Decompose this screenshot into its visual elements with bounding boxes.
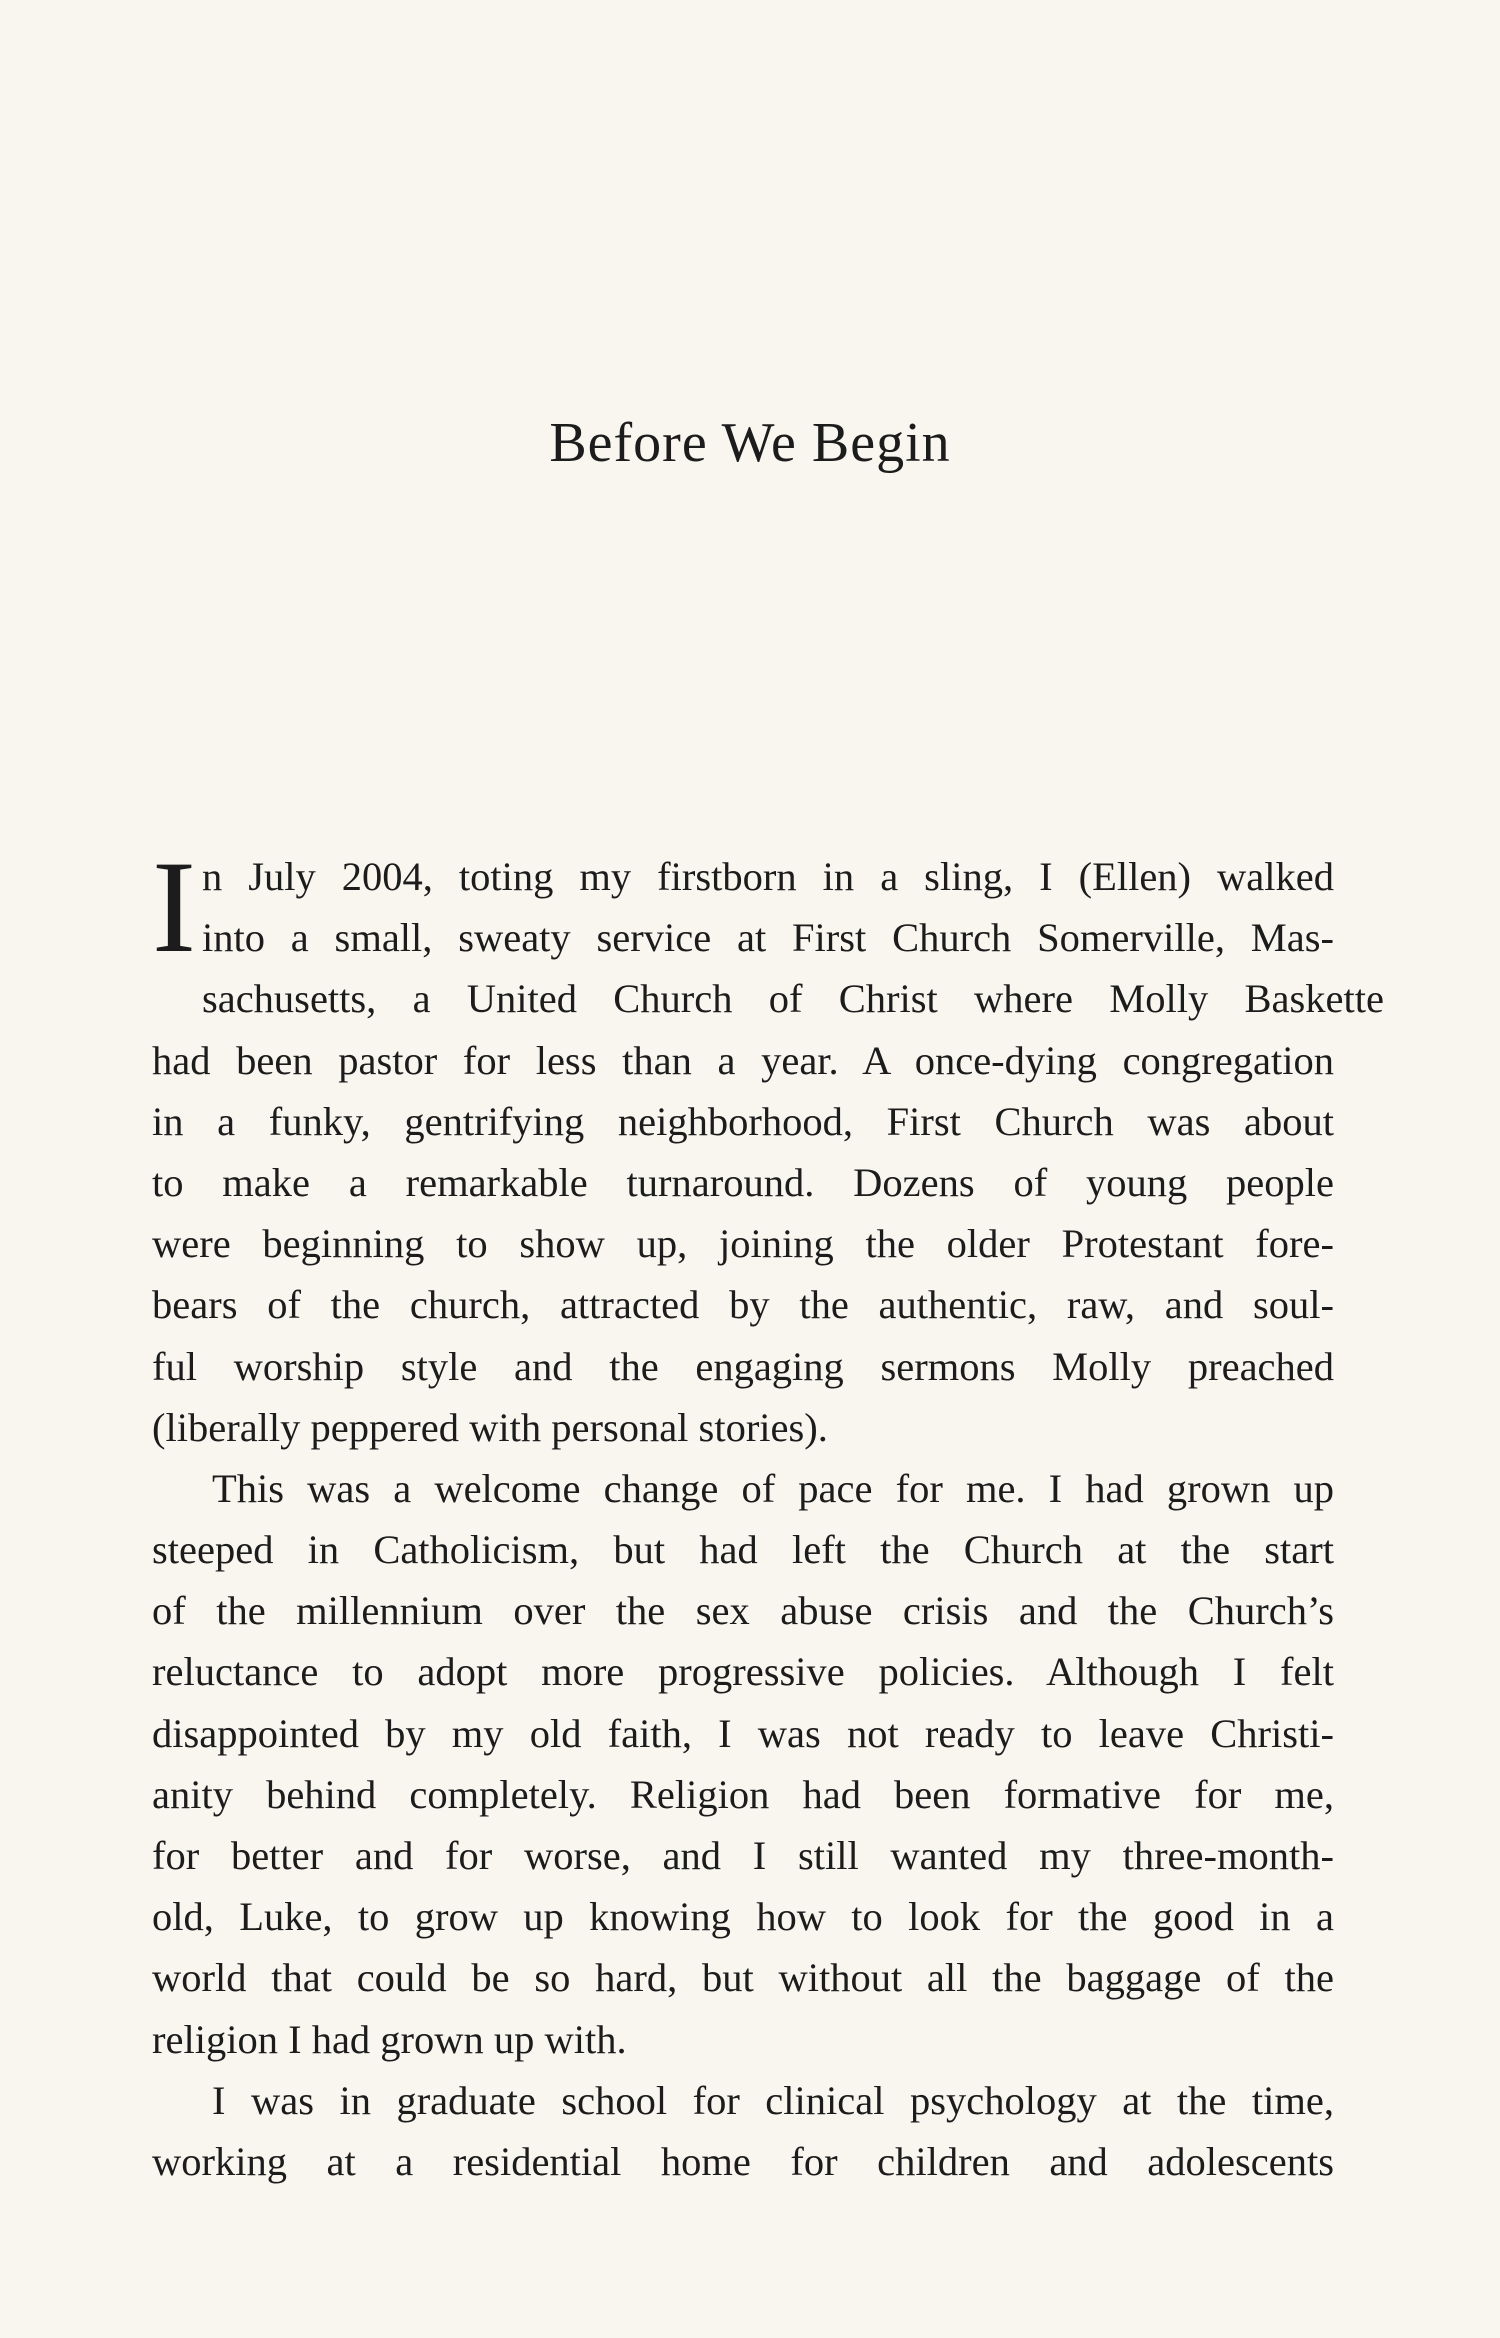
text-line: disappointed by my old faith, I was not ready to leave Christi- <box>152 1710 1334 1756</box>
text-line: (liberally peppered with personal stories). <box>152 1404 828 1450</box>
text-line: old, Luke, to grow up knowing how to look for the good in a <box>152 1894 1334 1940</box>
text-line: were beginning to show up, joining the older Protestant fore- <box>152 1221 1334 1267</box>
text-line: I was in graduate school for clinical psychology at the time, <box>212 2077 1334 2123</box>
paragraph-3 <box>152 2070 1334 2192</box>
text-line: ful worship style and the engaging sermons Molly preached <box>152 1343 1334 1389</box>
text-line: had been pastor for less than a year. A once-dying congregation <box>152 1037 1334 1083</box>
text-line: reluctance to adopt more progressive policies. Although I felt <box>152 1649 1334 1695</box>
text-line: in a funky, gentrifying neighborhood, First Church was about <box>152 1098 1334 1144</box>
text-line: bears of the church, attracted by the authentic, raw, and soul- <box>152 1282 1334 1328</box>
paragraph-2 <box>152 1458 1334 2070</box>
text-line: into a small, sweaty service at First Church Somerville, Mas- <box>201 915 1334 961</box>
drop-cap: I <box>152 833 196 980</box>
text-line: religion I had grown up with. <box>152 2016 627 2062</box>
text-line: This was a welcome change of pace for me. I had grown up <box>212 1465 1334 1511</box>
text-line: working at a residential home for children and adolescents <box>152 2138 1334 2184</box>
text-line: to make a remarkable turnaround. Dozens of young people <box>152 1159 1334 1205</box>
text-line: of the millennium over the sex abuse crisis and the Church’s <box>152 1588 1334 1634</box>
text-line: steeped in Catholicism, but had left the Church at the start <box>152 1527 1334 1573</box>
chapter-body <box>152 833 1384 2192</box>
chapter-title: Before We Begin <box>549 412 951 474</box>
text-line: for better and for worse, and I still wanted my three-month- <box>152 1833 1334 1878</box>
text-line: anity behind completely. Religion had been formative for me, <box>152 1771 1334 1817</box>
text-line: n July 2004, toting my firstborn in a sling, I (Ellen) walked <box>201 854 1334 899</box>
paragraph-1 <box>152 833 1384 1458</box>
text-line: world that could be so hard, but without all the baggage of the <box>152 1955 1334 2001</box>
text-line: sachusetts, a United Church of Christ where Molly Baskette <box>201 976 1384 1022</box>
